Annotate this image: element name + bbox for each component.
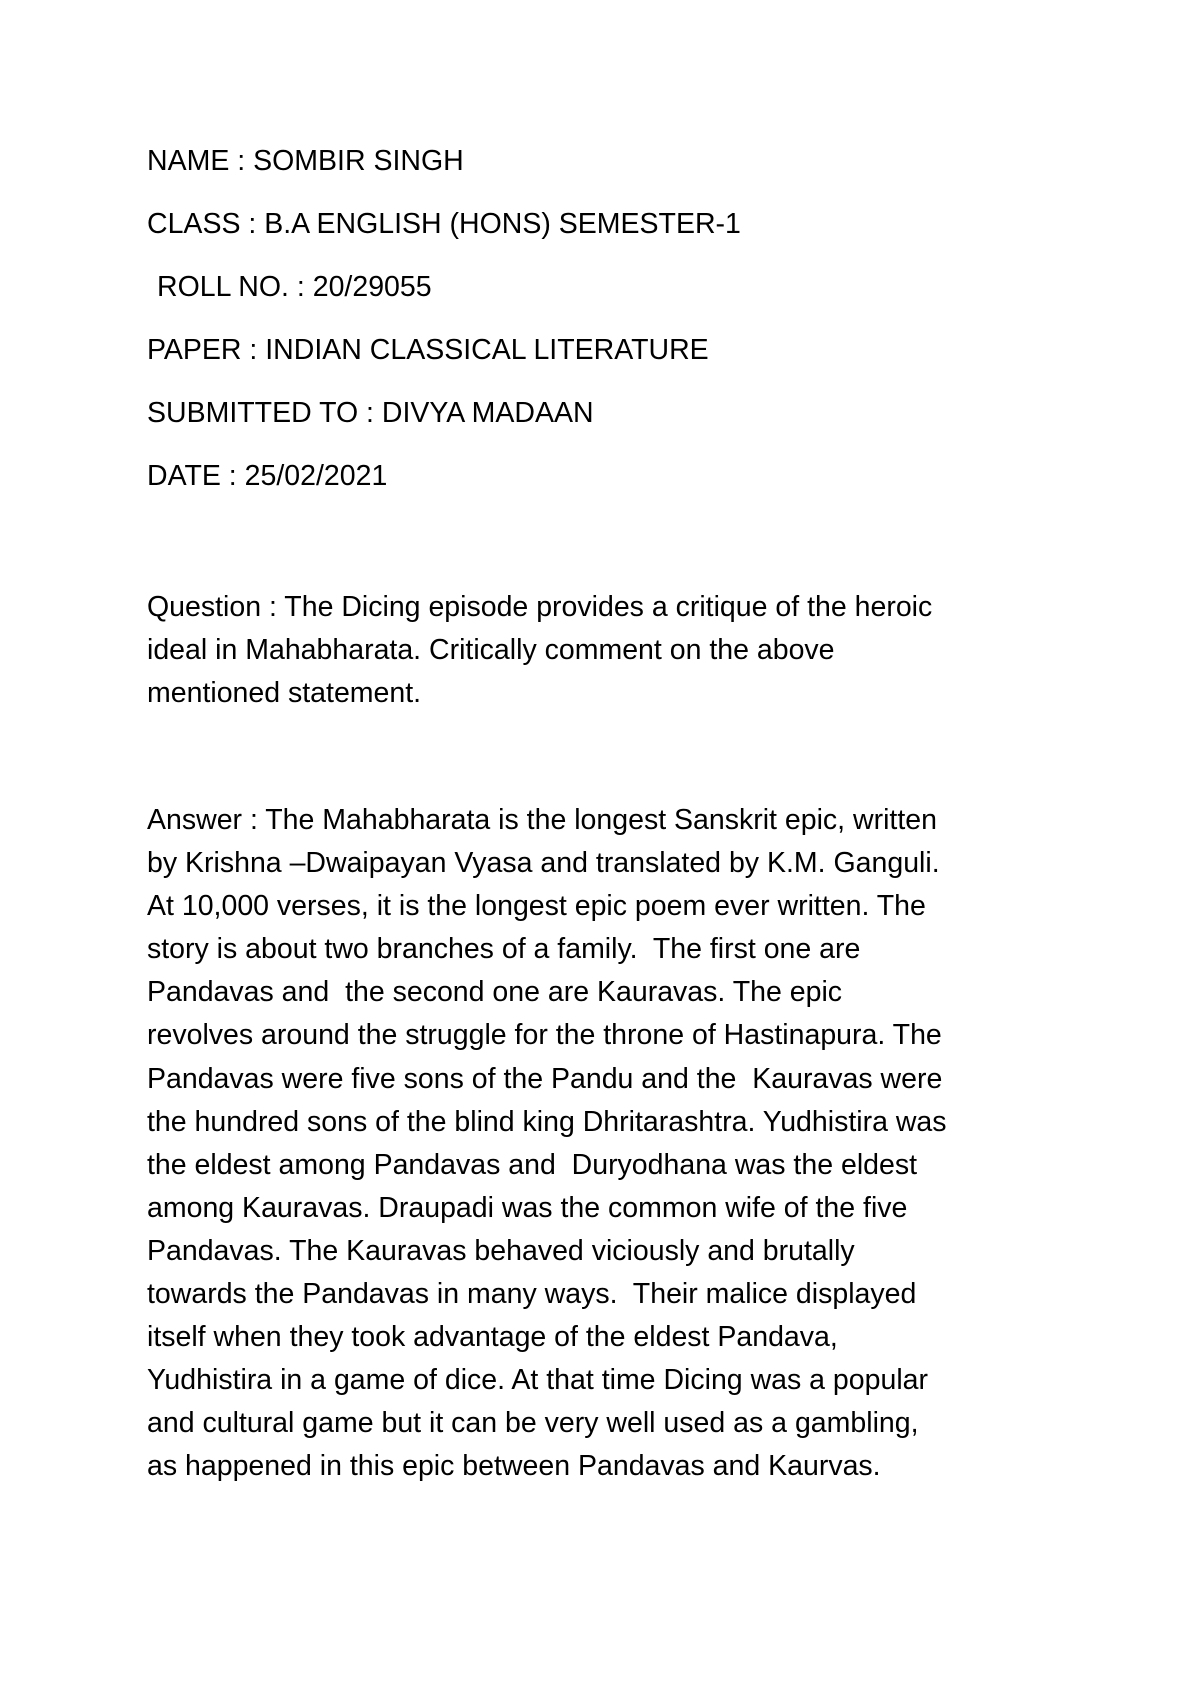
answer-paragraph — [147, 799, 1077, 1489]
answer-line: itself when they took advantage of the eldest Pandava, — [147, 1321, 838, 1354]
answer-line: Yudhistira in a game of dice. At that time Dicing was a popular — [147, 1364, 929, 1397]
answer-line: revolves around the struggle for the throne of Hastinapura. The — [147, 1019, 942, 1052]
question-line: mentioned statement. — [147, 677, 422, 710]
question-line: Question : The Dicing episode provides a critique of the heroic — [147, 591, 933, 623]
student-name: NAME : SOMBIR SINGH — [147, 145, 464, 177]
question-paragraph — [147, 586, 1077, 715]
answer-line: At 10,000 verses, it is the longest epic poem ever written. The — [147, 890, 926, 923]
answer-line: the hundred sons of the blind king Dhritarashtra. Yudhistira was — [147, 1105, 947, 1138]
answer-line: towards the Pandavas in many ways. Their malice displayed — [147, 1278, 917, 1311]
roll-number: ROLL NO. : 20/29055 — [157, 271, 432, 303]
answer-line: the eldest among Pandavas and Duryodhana was the eldest — [147, 1148, 918, 1181]
answer-line: and cultural game but it can be very well used as a gambling, — [147, 1407, 919, 1440]
student-details — [147, 144, 1097, 522]
answer-line: Pandavas. The Kauravas behaved viciously and brutally — [147, 1234, 855, 1267]
answer-line: Pandavas and the second one are Kauravas. The epic — [147, 976, 843, 1009]
paper-title: PAPER : INDIAN CLASSICAL LITERATURE — [147, 334, 709, 366]
answer-line: Pandavas were five sons of the Pandu and the Kauravas were — [147, 1062, 943, 1095]
question-line: ideal in Mahabharata. Critically comment on the above — [147, 634, 835, 667]
answer-line: Answer : The Mahabharata is the longest Sanskrit epic, written — [147, 804, 937, 836]
submission-date: DATE : 25/02/2021 — [147, 460, 388, 492]
submitted-to: SUBMITTED TO : DIVYA MADAAN — [147, 397, 594, 429]
answer-line: among Kauravas. Draupadi was the common wife of the five — [147, 1191, 908, 1224]
answer-line: story is about two branches of a family. The first one are — [147, 933, 861, 966]
answer-line: by Krishna –Dwaipayan Vyasa and translated by K.M. Ganguli. — [147, 847, 940, 880]
answer-line: as happened in this epic between Pandavas and Kaurvas. — [147, 1450, 881, 1483]
student-class: CLASS : B.A ENGLISH (HONS) SEMESTER-1 — [147, 208, 741, 240]
